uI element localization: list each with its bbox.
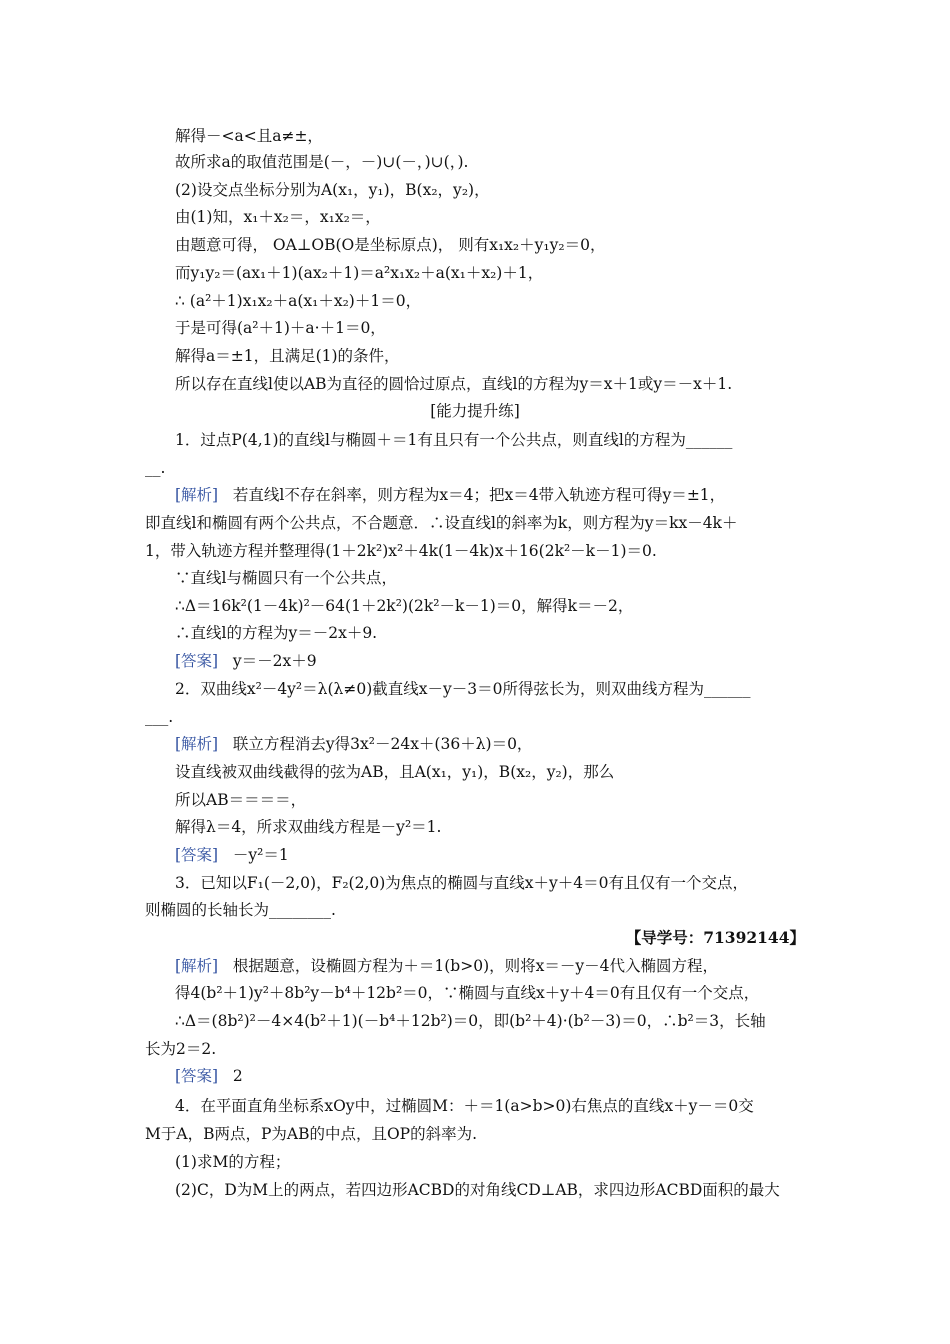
- text-line: 联立方程消去y得3x²－24x＋(36＋λ)＝0，: [232, 735, 533, 753]
- analysis-tag: [解析]: [175, 735, 219, 753]
- text-line: 由(1)知，x₁＋x₂＝，x₁x₂＝，: [175, 208, 381, 226]
- text-line: 所以存在直线l使以AB为直径的圆恰过原点，直线l的方程为y＝x＋1或y＝－x＋1.: [175, 375, 733, 393]
- text-line: ∴ (a²＋1)x₁x₂＋a(x₁＋x₂)＋1＝0，: [175, 292, 422, 310]
- text-line: ∴Δ＝(8b²)²－4×4(b²＋1)(－b⁴＋12b²)＝0，即(b²＋4)·(b²－3)＝0，∴b²＝3，长轴: [175, 1012, 766, 1030]
- text-line: 根据题意，设椭圆方程为＋＝1(b>0)，则将x＝－y－4代入椭圆方程，: [232, 957, 718, 975]
- answer-tag: [答案]: [175, 846, 219, 864]
- answer-value: y＝－2x＋9: [232, 652, 317, 670]
- text-line: ___.: [145, 708, 174, 726]
- text-line: ∴Δ＝16k²(1－4k)²－64(1＋2k²)(2k²－k－1)＝0，解得k＝－2，: [175, 597, 634, 615]
- analysis-line: [175, 956, 718, 976]
- answer-value: 2: [232, 1067, 243, 1085]
- question-1: 1．过点P(4,1)的直线l与椭圆＋＝1有且只有一个公共点，则直线l的方程为______: [175, 431, 733, 449]
- text-line: 若直线l不存在斜率，则方程为x＝4；把x＝4带入轨迹方程可得y＝±1，: [232, 486, 726, 504]
- text-line: 1，带入轨迹方程并整理得(1＋2k²)x²＋4k(1－4k)x＋16(2k²－k－1)＝0.: [145, 542, 657, 560]
- analysis-tag: [解析]: [175, 957, 219, 975]
- text-line: __.: [145, 459, 166, 477]
- text-line: ∴直线l的方程为y＝－2x＋9.: [175, 624, 378, 642]
- text-line: 设直线被双曲线截得的弦为AB，且A(x₁，y₁)，B(x₂，y₂)，那么: [175, 763, 615, 781]
- text-line: 解得a＝±1，且满足(1)的条件，: [175, 347, 400, 365]
- analysis-line: [175, 734, 532, 754]
- answer-line: [175, 845, 289, 865]
- question-4: 4．在平面直角坐标系xOy中，过椭圆M：＋＝1(a>b>0)右焦点的直线x＋y－＝0交: [175, 1097, 754, 1115]
- text-line: (2)设交点坐标分别为A(x₁，y₁)，B(x₂，y₂)，: [175, 181, 490, 199]
- answer-value: －y²＝1: [232, 846, 289, 864]
- analysis-line: [175, 485, 725, 505]
- answer-tag: [答案]: [175, 652, 219, 670]
- text-line: 解得λ＝4，所求双曲线方程是－y²＝1.: [175, 818, 442, 836]
- text-line: ∵直线l与椭圆只有一个公共点，: [175, 569, 397, 587]
- text-line: 长为2＝2.: [145, 1040, 217, 1058]
- text-line: M于A，B两点，P为AB的中点，且OP的斜率为.: [145, 1125, 478, 1143]
- text-line: 所以AB＝＝＝＝，: [175, 791, 307, 809]
- answer-line: [175, 651, 317, 671]
- question-2: 2．双曲线x²－4y²＝λ(λ≠0)截直线x－y－3＝0所得弦长为，则双曲线方程为______: [175, 680, 751, 698]
- answer-tag: [答案]: [175, 1067, 219, 1085]
- answer-line: [175, 1066, 243, 1086]
- text-line: 则椭圆的长轴长为________.: [145, 901, 336, 919]
- text-line: 解得－<a<且a≠±，: [175, 127, 323, 145]
- text-line: 得4(b²＋1)y²＋8b²y－b⁴＋12b²＝0，∵椭圆与直线x＋y＋4＝0有且仅有一个交点，: [175, 984, 760, 1002]
- text-line: 而y₁y₂＝(ax₁＋1)(ax₂＋1)＝a²x₁x₂＋a(x₁＋x₂)＋1，: [175, 264, 544, 282]
- question-3: 3．已知以F₁(－2,0)，F₂(2,0)为焦点的椭圆与直线x＋y＋4＝0有且仅有一个交点，: [175, 874, 749, 892]
- text-line: 即直线l和椭圆有两个公共点，不合题意．∴设直线l的斜率为k，则方程为y＝kx－4k＋: [145, 514, 738, 532]
- text-line: 于是可得(a²＋1)＋a·＋1＝0，: [175, 319, 386, 337]
- text-line: (1)求M的方程；: [175, 1153, 291, 1171]
- section-heading: [能力提升练]: [430, 402, 520, 420]
- text-line: (2)C，D为M上的两点，若四边形ACBD的对角线CD⊥AB，求四边形ACBD面积的最大: [175, 1181, 780, 1199]
- guide-number: 【导学号：71392144】: [625, 928, 805, 947]
- text-line: 由题意可得， OA⊥OB(O是坐标原点)， 则有x₁x₂＋y₁y₂＝0，: [175, 236, 606, 254]
- analysis-tag: [解析]: [175, 486, 219, 504]
- text-line: 故所求a的取值范围是(－，－)∪(－，)∪(，).: [175, 153, 469, 171]
